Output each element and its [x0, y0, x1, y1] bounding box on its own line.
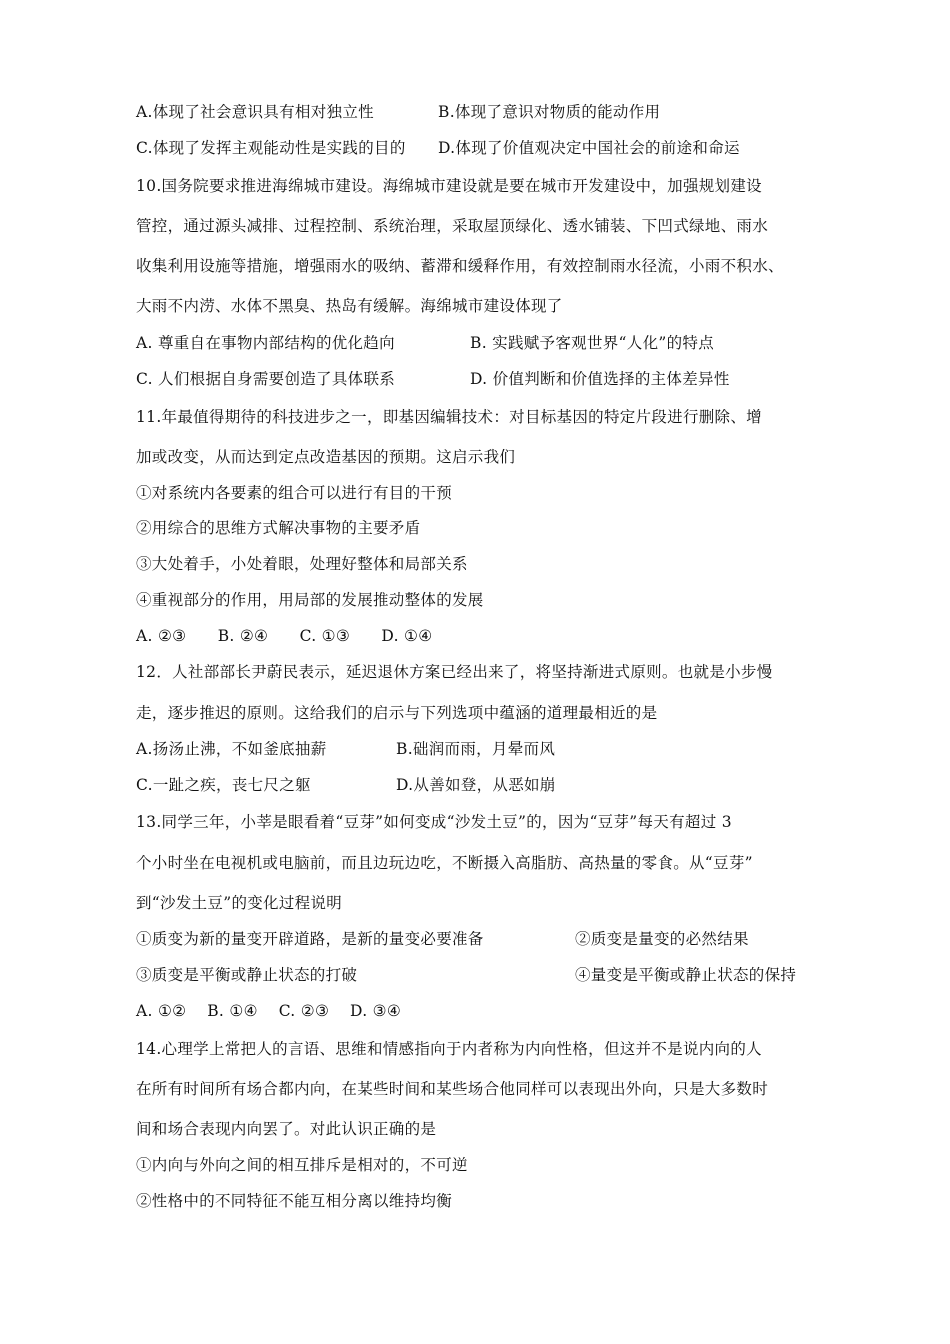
- q12-option-d: D.从善如登，从恶如崩: [396, 776, 556, 794]
- q13-item-3: ③质变是平衡或静止状态的打破: [136, 966, 358, 984]
- q9-option-c: C.体现了发挥主观能动性是实践的目的: [136, 139, 406, 157]
- q14-item: ①内向与外向之间的相互排斥是相对的，不可逆: [136, 1156, 468, 1174]
- q14-stem-line: 间和场合表现内向罢了。对此认识正确的是: [136, 1120, 437, 1138]
- q13-item-4: ④量变是平衡或静止状态的保持: [575, 966, 797, 984]
- q11-stem-line: 11.年最值得期待的科技进步之一，即基因编辑技术：对目标基因的特定片段进行删除、增: [136, 408, 762, 426]
- q11-item: ③大处着手，小处着眼，处理好整体和局部关系: [136, 555, 468, 573]
- q12-option-a: A.扬汤止沸，不如釜底抽薪: [136, 740, 327, 758]
- q10-stem-line: 10.国务院要求推进海绵城市建设。海绵城市建设就是要在城市开发建设中，加强规划建设: [136, 177, 762, 195]
- q9-option-d: D.体现了价值观决定中国社会的前途和命运: [438, 139, 740, 157]
- q9-option-b: B.体现了意识对物质的能动作用: [438, 103, 661, 121]
- q12-option-c: C.一趾之疾，丧七尺之躯: [136, 776, 311, 794]
- q11-stem-line: 加或改变，从而达到定点改造基因的预期。这启示我们: [136, 448, 516, 466]
- q9-option-a: A.体现了社会意识具有相对独立性: [136, 103, 374, 121]
- q11-item: ②用综合的思维方式解决事物的主要矛盾: [136, 519, 421, 537]
- q12-options-row-2: [136, 775, 556, 795]
- q9-options-row-1: [136, 102, 661, 122]
- q11-choices: A. ②③ B. ②④ C. ①③ D. ①④: [136, 627, 433, 645]
- q12-stem-line: 走，逐步推迟的原则。这给我们的启示与下列选项中蕴涵的道理最相近的是: [136, 704, 658, 722]
- q13-choices: A. ①② B. ①④ C. ②③ D. ③④: [136, 1002, 402, 1020]
- q10-option-c: C. 人们根据自身需要创造了具体联系: [136, 370, 396, 388]
- q10-option-d: D. 价值判断和价值选择的主体差异性: [470, 370, 730, 388]
- q10-option-a: A. 尊重自在事物内部结构的优化趋向: [136, 334, 395, 352]
- q13-items-row-1: [136, 929, 749, 949]
- q10-stem-line: 收集利用设施等措施，增强雨水的吸纳、蓄滞和缓释作用，有效控制雨水径流，小雨不积水、: [136, 257, 784, 275]
- q10-stem-line: 大雨不内涝、水体不黑臭、热岛有缓解。海绵城市建设体现了: [136, 297, 563, 315]
- q13-items-row-2: [136, 965, 797, 985]
- q12-stem-line: 12．人社部部长尹蔚民表示，延迟退休方案已经出来了，将坚持渐进式原则。也就是小步慢: [136, 663, 773, 681]
- q9-options-row-2: [136, 138, 740, 158]
- q10-options-row-2: [136, 369, 730, 389]
- q14-item: ②性格中的不同特征不能互相分离以维持均衡: [136, 1192, 453, 1210]
- q11-item: ①对系统内各要素的组合可以进行有目的干预: [136, 484, 453, 502]
- q13-stem-line: 个小时坐在电视机或电脑前，而且边玩边吃，不断摄入高脂肪、高热量的零食。从“豆芽”: [136, 854, 753, 872]
- q14-stem-line: 在所有时间所有场合都内向，在某些时间和某些场合他同样可以表现出外向，只是大多数时: [136, 1080, 769, 1098]
- q13-stem-line: 13.同学三年，小莘是眼看着“豆芽”如何变成“沙发土豆”的，因为“豆芽”每天有超过 3: [136, 813, 732, 831]
- q13-stem-line: 到“沙发土豆”的变化过程说明: [136, 894, 343, 912]
- q11-item: ④重视部分的作用，用局部的发展推动整体的发展: [136, 591, 484, 609]
- q12-options-row-1: [136, 739, 556, 759]
- q12-option-b: B.础润而雨，月晕而风: [396, 740, 556, 758]
- q10-option-b: B. 实践赋予客观世界“人化”的特点: [470, 334, 714, 352]
- q14-stem-line: 14.心理学上常把人的言语、思维和情感指向于内者称为内向性格，但这并不是说内向的人: [136, 1040, 762, 1058]
- q13-item-2: ②质变是量变的必然结果: [575, 930, 749, 948]
- q10-stem-line: 管控，通过源头减排、过程控制、系统治理，采取屋顶绿化、透水铺装、下凹式绿地、雨水: [136, 217, 769, 235]
- q13-item-1: ①质变为新的量变开辟道路，是新的量变必要准备: [136, 930, 484, 948]
- q10-options-row-1: [136, 333, 714, 353]
